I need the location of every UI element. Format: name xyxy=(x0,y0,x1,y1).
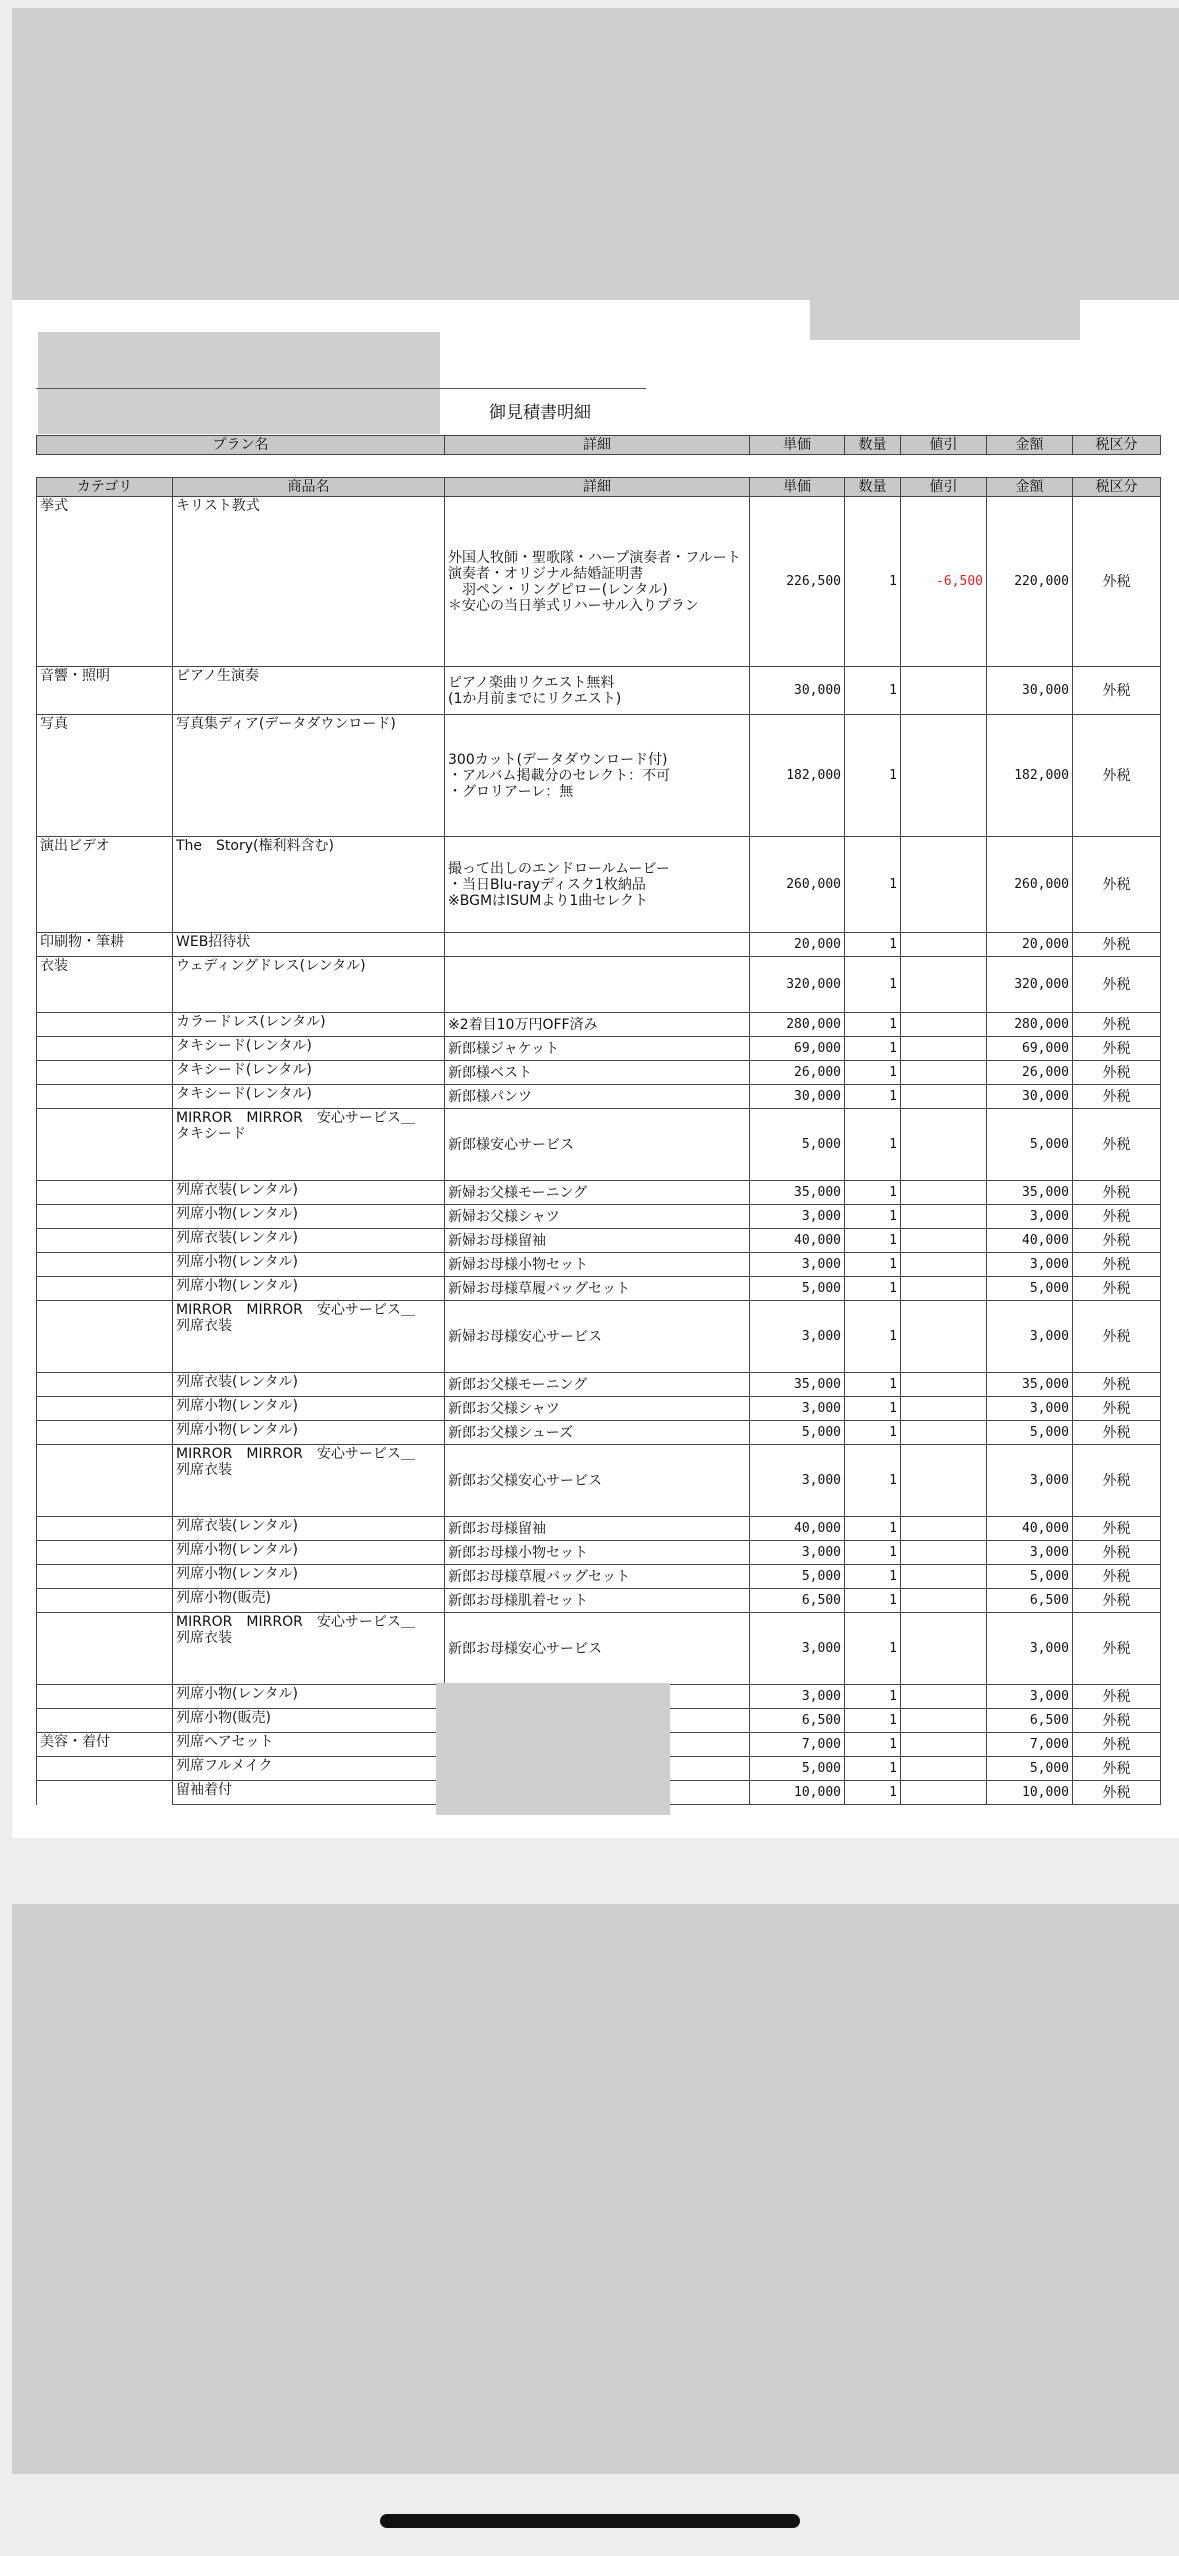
table-row xyxy=(37,1037,1161,1061)
discount-cell xyxy=(901,667,987,715)
product-name-cell: 列席衣装(レンタル) xyxy=(173,1229,445,1253)
table-row xyxy=(37,1613,1161,1685)
unit-price-cell: 30,000 xyxy=(750,1085,845,1109)
detail-cell: 新郎お父様シューズ xyxy=(445,1421,750,1445)
discount-cell xyxy=(901,1541,987,1565)
amount-cell: 3,000 xyxy=(987,1541,1073,1565)
tax-type-cell: 外税 xyxy=(1073,1109,1161,1181)
quantity-cell: 1 xyxy=(845,1397,901,1421)
product-name-cell: 列席小物(レンタル) xyxy=(173,1277,445,1301)
discount-cell xyxy=(901,1253,987,1277)
product-name-cell: 列席小物(レンタル) xyxy=(173,1565,445,1589)
document-title: 御見積書明細 xyxy=(489,403,591,423)
tax-type-cell: 外税 xyxy=(1073,1709,1161,1733)
product-name-cell: MIRROR MIRROR 安心サービス＿ 列席衣装 xyxy=(173,1613,445,1685)
divider-line xyxy=(36,388,646,389)
quantity-cell: 1 xyxy=(845,1541,901,1565)
unit-price-cell: 40,000 xyxy=(750,1517,845,1541)
detail-cell: 新郎お母様草履バッグセット xyxy=(445,1565,750,1589)
table-row xyxy=(37,1229,1161,1253)
redacted-area xyxy=(810,300,1080,340)
unit-price-cell: 3,000 xyxy=(750,1685,845,1709)
tax-type-cell: 外税 xyxy=(1073,715,1161,837)
tax-type-cell: 外税 xyxy=(1073,1781,1161,1805)
table-row xyxy=(37,715,1161,837)
category-cell xyxy=(37,1301,173,1373)
product-name-cell: 列席小物(レンタル) xyxy=(173,1397,445,1421)
discount-cell xyxy=(901,933,987,957)
table-row xyxy=(37,1085,1161,1109)
tax-type-cell: 外税 xyxy=(1073,1013,1161,1037)
product-name-cell: 列席小物(レンタル) xyxy=(173,1541,445,1565)
product-name-cell: 列席衣装(レンタル) xyxy=(173,1181,445,1205)
category-cell: 印刷物・筆耕 xyxy=(37,933,173,957)
detail-cell: 300カット(データダウンロード付) ・アルバム掲載分のセレクト：不可 ・グロリアーレ：無 xyxy=(445,715,750,837)
table-row xyxy=(37,1541,1161,1565)
discount-cell xyxy=(901,1421,987,1445)
category-cell xyxy=(37,1037,173,1061)
amount-cell: 3,000 xyxy=(987,1613,1073,1685)
amount-cell: 280,000 xyxy=(987,1013,1073,1037)
discount-cell xyxy=(901,1709,987,1733)
category-cell xyxy=(37,1373,173,1397)
unit-price-cell: 3,000 xyxy=(750,1253,845,1277)
tax-type-cell: 外税 xyxy=(1073,1589,1161,1613)
unit-price-cell: 5,000 xyxy=(750,1757,845,1781)
discount-cell xyxy=(901,837,987,933)
category-cell xyxy=(37,1061,173,1085)
table-row xyxy=(37,1253,1161,1277)
tax-type-cell: 外税 xyxy=(1073,1229,1161,1253)
discount-cell xyxy=(901,1301,987,1373)
category-cell xyxy=(37,1445,173,1517)
discount-cell xyxy=(901,715,987,837)
category-cell: 演出ビデオ xyxy=(37,837,173,933)
amount-cell: 182,000 xyxy=(987,715,1073,837)
col-amount: 金額 xyxy=(987,436,1073,455)
quantity-cell: 1 xyxy=(845,1757,901,1781)
unit-price-cell: 3,000 xyxy=(750,1613,845,1685)
detail-cell: 新郎お父様モーニング xyxy=(445,1373,750,1397)
col-quantity: 数量 xyxy=(845,436,901,455)
table-row xyxy=(37,933,1161,957)
amount-cell: 220,000 xyxy=(987,497,1073,667)
col-detail: 詳細 xyxy=(445,436,750,455)
product-name-cell: 列席衣装(レンタル) xyxy=(173,1373,445,1397)
detail-cell: 新婦お父様モーニング xyxy=(445,1181,750,1205)
amount-cell: 10,000 xyxy=(987,1781,1073,1805)
col-tax: 税区分 xyxy=(1073,436,1161,455)
table-row xyxy=(37,837,1161,933)
category-cell xyxy=(37,1109,173,1181)
amount-cell: 3,000 xyxy=(987,1205,1073,1229)
unit-price-cell: 26,000 xyxy=(750,1061,845,1085)
quantity-cell: 1 xyxy=(845,1037,901,1061)
table-row xyxy=(37,1445,1161,1517)
detail-cell: ピアノ楽曲リクエスト無料 (1か月前までにリクエスト) xyxy=(445,667,750,715)
quantity-cell: 1 xyxy=(845,497,901,667)
col-discount: 値引 xyxy=(901,436,987,455)
category-cell xyxy=(37,1085,173,1109)
product-name-cell: MIRROR MIRROR 安心サービス＿ タキシード xyxy=(173,1109,445,1181)
category-cell xyxy=(37,1205,173,1229)
category-cell xyxy=(37,1685,173,1709)
product-name-cell: 列席小物(販売) xyxy=(173,1709,445,1733)
amount-cell: 69,000 xyxy=(987,1037,1073,1061)
category-cell xyxy=(37,1397,173,1421)
quantity-cell: 1 xyxy=(845,1373,901,1397)
product-name-cell: タキシード(レンタル) xyxy=(173,1061,445,1085)
discount-cell xyxy=(901,1613,987,1685)
product-name-cell: 列席小物(レンタル) xyxy=(173,1253,445,1277)
tax-type-cell: 外税 xyxy=(1073,957,1161,1013)
quantity-cell: 1 xyxy=(845,1061,901,1085)
product-name-cell: カラードレス(レンタル) xyxy=(173,1013,445,1037)
unit-price-cell: 5,000 xyxy=(750,1277,845,1301)
table-row xyxy=(37,1301,1161,1373)
tax-type-cell: 外税 xyxy=(1073,1085,1161,1109)
product-name-cell: MIRROR MIRROR 安心サービス＿ 列席衣装 xyxy=(173,1301,445,1373)
discount-cell xyxy=(901,1781,987,1805)
product-name-cell: The Story(権利料含む) xyxy=(173,837,445,933)
detail-cell: 新郎お父様安心サービス xyxy=(445,1445,750,1517)
unit-price-cell: 6,500 xyxy=(750,1589,845,1613)
unit-price-cell: 35,000 xyxy=(750,1181,845,1205)
unit-price-cell: 40,000 xyxy=(750,1229,845,1253)
quantity-cell: 1 xyxy=(845,1445,901,1517)
redacted-area xyxy=(38,332,440,434)
discount-cell xyxy=(901,1565,987,1589)
product-name-cell: 列席小物(販売) xyxy=(173,1589,445,1613)
unit-price-cell: 182,000 xyxy=(750,715,845,837)
items-table xyxy=(36,477,1161,1805)
redacted-area xyxy=(436,1683,670,1815)
table-row xyxy=(37,1565,1161,1589)
product-name-cell: ウェディングドレス(レンタル) xyxy=(173,957,445,1013)
discount-cell xyxy=(901,957,987,1013)
unit-price-cell: 3,000 xyxy=(750,1205,845,1229)
col-category: カテゴリ xyxy=(37,478,173,497)
discount-cell xyxy=(901,1445,987,1517)
product-name-cell: 列席小物(レンタル) xyxy=(173,1205,445,1229)
product-name-cell: 列席小物(レンタル) xyxy=(173,1421,445,1445)
unit-price-cell: 7,000 xyxy=(750,1733,845,1757)
tax-type-cell: 外税 xyxy=(1073,1565,1161,1589)
discount-cell xyxy=(901,1757,987,1781)
table-row xyxy=(37,1277,1161,1301)
product-name-cell: 留袖着付 xyxy=(173,1781,445,1805)
unit-price-cell: 6,500 xyxy=(750,1709,845,1733)
quantity-cell: 1 xyxy=(845,1205,901,1229)
category-cell xyxy=(37,1613,173,1685)
tax-type-cell: 外税 xyxy=(1073,837,1161,933)
unit-price-cell: 3,000 xyxy=(750,1445,845,1517)
col-product-name: 商品名 xyxy=(173,478,445,497)
detail-cell: 新郎様ジャケット xyxy=(445,1037,750,1061)
discount-cell xyxy=(901,1085,987,1109)
tax-type-cell: 外税 xyxy=(1073,1541,1161,1565)
unit-price-cell: 3,000 xyxy=(750,1397,845,1421)
discount-cell xyxy=(901,1517,987,1541)
amount-cell: 260,000 xyxy=(987,837,1073,933)
amount-cell: 6,500 xyxy=(987,1589,1073,1613)
amount-cell: 3,000 xyxy=(987,1301,1073,1373)
quantity-cell: 1 xyxy=(845,1685,901,1709)
discount-cell xyxy=(901,1277,987,1301)
quantity-cell: 1 xyxy=(845,1277,901,1301)
tax-type-cell: 外税 xyxy=(1073,1277,1161,1301)
category-cell: 写真 xyxy=(37,715,173,837)
product-name-cell: 列席ヘアセット xyxy=(173,1733,445,1757)
category-cell xyxy=(37,1541,173,1565)
table-row xyxy=(37,1061,1161,1085)
discount-cell xyxy=(901,1373,987,1397)
col-detail: 詳細 xyxy=(445,478,750,497)
amount-cell: 26,000 xyxy=(987,1061,1073,1085)
amount-cell: 5,000 xyxy=(987,1277,1073,1301)
quantity-cell: 1 xyxy=(845,1613,901,1685)
discount-cell: -6,500 xyxy=(901,497,987,667)
amount-cell: 3,000 xyxy=(987,1397,1073,1421)
col-quantity: 数量 xyxy=(845,478,901,497)
col-tax: 税区分 xyxy=(1073,478,1161,497)
quantity-cell: 1 xyxy=(845,1565,901,1589)
detail-cell xyxy=(445,957,750,1013)
redacted-header-area xyxy=(12,8,1179,302)
quantity-cell: 1 xyxy=(845,837,901,933)
detail-cell: 新婦お父様シャツ xyxy=(445,1205,750,1229)
table-row xyxy=(37,1373,1161,1397)
tax-type-cell: 外税 xyxy=(1073,1397,1161,1421)
quantity-cell: 1 xyxy=(845,1013,901,1037)
table-row xyxy=(37,957,1161,1013)
col-amount: 金額 xyxy=(987,478,1073,497)
amount-cell: 40,000 xyxy=(987,1229,1073,1253)
tax-type-cell: 外税 xyxy=(1073,933,1161,957)
discount-cell xyxy=(901,1205,987,1229)
amount-cell: 30,000 xyxy=(987,667,1073,715)
quantity-cell: 1 xyxy=(845,957,901,1013)
product-name-cell: 写真集ディア(データダウンロード) xyxy=(173,715,445,837)
tax-type-cell: 外税 xyxy=(1073,1037,1161,1061)
detail-cell: 新婦お母様小物セット xyxy=(445,1253,750,1277)
table-row xyxy=(37,1109,1161,1181)
category-cell: 挙式 xyxy=(37,497,173,667)
product-name-cell: 列席フルメイク xyxy=(173,1757,445,1781)
quantity-cell: 1 xyxy=(845,1733,901,1757)
detail-cell: 外国人牧師・聖歌隊・ハープ演奏者・フルート 演奏者・オリジナル結婚証明書 羽ペン・リングピロー(レンタル) ＊安心の当日挙式リハーサル入りプラン xyxy=(445,497,750,667)
unit-price-cell: 3,000 xyxy=(750,1541,845,1565)
unit-price-cell: 35,000 xyxy=(750,1373,845,1397)
unit-price-cell: 226,500 xyxy=(750,497,845,667)
unit-price-cell: 320,000 xyxy=(750,957,845,1013)
unit-price-cell: 280,000 xyxy=(750,1013,845,1037)
amount-cell: 6,500 xyxy=(987,1709,1073,1733)
detail-cell: 撮って出しのエンドロールムービー ・当日Blu-rayディスク1枚納品 ※BGMはISUMより1曲セレクト xyxy=(445,837,750,933)
unit-price-cell: 69,000 xyxy=(750,1037,845,1061)
product-name-cell: 列席小物(レンタル) xyxy=(173,1685,445,1709)
quantity-cell: 1 xyxy=(845,1109,901,1181)
table-row xyxy=(37,1397,1161,1421)
detail-cell: 新婦お母様安心サービス xyxy=(445,1301,750,1373)
category-cell xyxy=(37,1517,173,1541)
tax-type-cell: 外税 xyxy=(1073,1517,1161,1541)
table-row xyxy=(37,1421,1161,1445)
discount-cell xyxy=(901,1397,987,1421)
amount-cell: 5,000 xyxy=(987,1757,1073,1781)
quantity-cell: 1 xyxy=(845,1421,901,1445)
unit-price-cell: 3,000 xyxy=(750,1301,845,1373)
quantity-cell: 1 xyxy=(845,1253,901,1277)
category-cell xyxy=(37,1757,173,1781)
quantity-cell: 1 xyxy=(845,1517,901,1541)
detail-cell xyxy=(445,933,750,957)
discount-cell xyxy=(901,1589,987,1613)
quantity-cell: 1 xyxy=(845,1229,901,1253)
tax-type-cell: 外税 xyxy=(1073,1613,1161,1685)
col-plan-name: プラン名 xyxy=(37,436,445,455)
discount-cell xyxy=(901,1229,987,1253)
detail-cell: 新郎お母様留袖 xyxy=(445,1517,750,1541)
tax-type-cell: 外税 xyxy=(1073,1373,1161,1397)
quantity-cell: 1 xyxy=(845,1781,901,1805)
unit-price-cell: 20,000 xyxy=(750,933,845,957)
category-cell: 衣装 xyxy=(37,957,173,1013)
amount-cell: 35,000 xyxy=(987,1373,1073,1397)
col-unit-price: 単価 xyxy=(750,436,845,455)
amount-cell: 3,000 xyxy=(987,1253,1073,1277)
discount-cell xyxy=(901,1733,987,1757)
quantity-cell: 1 xyxy=(845,715,901,837)
amount-cell: 40,000 xyxy=(987,1517,1073,1541)
tax-type-cell: 外税 xyxy=(1073,1181,1161,1205)
amount-cell: 35,000 xyxy=(987,1181,1073,1205)
category-cell: 音響・照明 xyxy=(37,667,173,715)
unit-price-cell: 10,000 xyxy=(750,1781,845,1805)
tax-type-cell: 外税 xyxy=(1073,1757,1161,1781)
quantity-cell: 1 xyxy=(845,1085,901,1109)
product-name-cell: ピアノ生演奏 xyxy=(173,667,445,715)
amount-cell: 7,000 xyxy=(987,1733,1073,1757)
unit-price-cell: 30,000 xyxy=(750,667,845,715)
table-row xyxy=(37,1589,1161,1613)
category-cell xyxy=(37,1589,173,1613)
plan-header-table xyxy=(36,435,1161,455)
product-name-cell: キリスト教式 xyxy=(173,497,445,667)
product-name-cell: タキシード(レンタル) xyxy=(173,1085,445,1109)
discount-cell xyxy=(901,1037,987,1061)
category-cell xyxy=(37,1421,173,1445)
category-cell xyxy=(37,1181,173,1205)
product-name-cell: タキシード(レンタル) xyxy=(173,1037,445,1061)
table-row xyxy=(37,667,1161,715)
category-cell xyxy=(37,1277,173,1301)
detail-cell: 新郎様安心サービス xyxy=(445,1109,750,1181)
amount-cell: 20,000 xyxy=(987,933,1073,957)
quantity-cell: 1 xyxy=(845,933,901,957)
unit-price-cell: 5,000 xyxy=(750,1109,845,1181)
quantity-cell: 1 xyxy=(845,1181,901,1205)
amount-cell: 5,000 xyxy=(987,1565,1073,1589)
detail-cell: 新郎様ベスト xyxy=(445,1061,750,1085)
table-row xyxy=(37,1013,1161,1037)
detail-cell: 新郎お母様安心サービス xyxy=(445,1613,750,1685)
discount-cell xyxy=(901,1109,987,1181)
tax-type-cell: 外税 xyxy=(1073,1445,1161,1517)
amount-cell: 320,000 xyxy=(987,957,1073,1013)
tax-type-cell: 外税 xyxy=(1073,1061,1161,1085)
amount-cell: 3,000 xyxy=(987,1685,1073,1709)
product-name-cell: 列席衣装(レンタル) xyxy=(173,1517,445,1541)
detail-cell: 新郎様パンツ xyxy=(445,1085,750,1109)
quantity-cell: 1 xyxy=(845,1709,901,1733)
home-indicator[interactable] xyxy=(380,2514,800,2528)
product-name-cell: WEB招待状 xyxy=(173,933,445,957)
category-cell xyxy=(37,1781,173,1805)
amount-cell: 5,000 xyxy=(987,1109,1073,1181)
tax-type-cell: 外税 xyxy=(1073,1205,1161,1229)
discount-cell xyxy=(901,1181,987,1205)
amount-cell: 3,000 xyxy=(987,1445,1073,1517)
quantity-cell: 1 xyxy=(845,1589,901,1613)
table-row xyxy=(37,497,1161,667)
product-name-cell: MIRROR MIRROR 安心サービス＿ 列席衣装 xyxy=(173,1445,445,1517)
unit-price-cell: 5,000 xyxy=(750,1421,845,1445)
tax-type-cell: 外税 xyxy=(1073,1685,1161,1709)
quantity-cell: 1 xyxy=(845,667,901,715)
detail-cell: 新郎お父様シャツ xyxy=(445,1397,750,1421)
tax-type-cell: 外税 xyxy=(1073,1733,1161,1757)
tax-type-cell: 外税 xyxy=(1073,497,1161,667)
detail-cell: 新婦お母様草履バッグセット xyxy=(445,1277,750,1301)
tax-type-cell: 外税 xyxy=(1073,1301,1161,1373)
table-row xyxy=(37,1181,1161,1205)
tax-type-cell: 外税 xyxy=(1073,667,1161,715)
discount-cell xyxy=(901,1013,987,1037)
unit-price-cell: 260,000 xyxy=(750,837,845,933)
category-cell xyxy=(37,1013,173,1037)
detail-cell: 新婦お母様留袖 xyxy=(445,1229,750,1253)
category-cell xyxy=(37,1253,173,1277)
unit-price-cell: 5,000 xyxy=(750,1565,845,1589)
redacted-footer-area xyxy=(12,1904,1179,2474)
discount-cell xyxy=(901,1685,987,1709)
quantity-cell: 1 xyxy=(845,1301,901,1373)
category-cell: 美容・着付 xyxy=(37,1733,173,1757)
detail-cell: ※2着目10万円OFF済み xyxy=(445,1013,750,1037)
amount-cell: 5,000 xyxy=(987,1421,1073,1445)
col-unit-price: 単価 xyxy=(750,478,845,497)
detail-cell: 新郎お母様肌着セット xyxy=(445,1589,750,1613)
discount-cell xyxy=(901,1061,987,1085)
col-discount: 値引 xyxy=(901,478,987,497)
table-row xyxy=(37,1205,1161,1229)
tax-type-cell: 外税 xyxy=(1073,1421,1161,1445)
category-cell xyxy=(37,1229,173,1253)
table-row xyxy=(37,1517,1161,1541)
category-cell xyxy=(37,1565,173,1589)
tax-type-cell: 外税 xyxy=(1073,1253,1161,1277)
amount-cell: 30,000 xyxy=(987,1085,1073,1109)
detail-cell: 新郎お母様小物セット xyxy=(445,1541,750,1565)
category-cell xyxy=(37,1709,173,1733)
